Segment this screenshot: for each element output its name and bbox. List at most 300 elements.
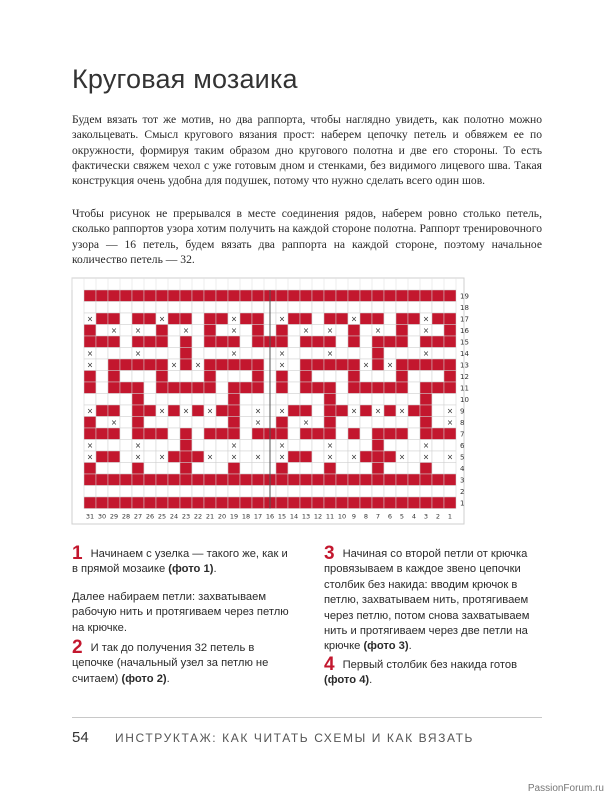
empty-cell bbox=[336, 348, 348, 360]
filled-cell bbox=[180, 359, 192, 371]
filled-cell bbox=[156, 359, 168, 371]
empty-cell bbox=[444, 486, 456, 498]
filled-cell bbox=[336, 474, 348, 486]
row-label: 10 bbox=[460, 396, 469, 405]
column-label: 20 bbox=[217, 512, 227, 521]
step-1-photo-ref: (фото 1) bbox=[168, 563, 214, 576]
filled-cell bbox=[156, 428, 168, 440]
empty-cell bbox=[288, 302, 300, 314]
empty-cell bbox=[408, 428, 420, 440]
x-mark: × bbox=[158, 314, 166, 324]
filled-cell bbox=[300, 428, 312, 440]
column-label: 4 bbox=[411, 512, 417, 521]
filled-cell bbox=[228, 474, 240, 486]
filled-cell bbox=[276, 382, 288, 394]
empty-cell bbox=[132, 302, 144, 314]
filled-cell bbox=[384, 290, 396, 302]
empty-cell bbox=[336, 463, 348, 475]
filled-cell bbox=[204, 313, 216, 325]
empty-cell bbox=[192, 440, 204, 452]
step-3-text: Начиная со второй петли от крючка провязываем в каждое звено цепочки столбик без накида: вводим крючок в петлю, захватываем нить, протягиваем через петлю, потом снова захватываем нить и протягиваем через две петли на крючке bbox=[324, 548, 530, 653]
filled-cell bbox=[276, 325, 288, 337]
column-label: 30 bbox=[97, 512, 107, 521]
x-mark: × bbox=[278, 440, 286, 450]
filled-cell bbox=[216, 405, 228, 417]
empty-cell bbox=[312, 313, 324, 325]
empty-cell bbox=[252, 440, 264, 452]
column-label: 12 bbox=[313, 512, 323, 521]
x-mark: × bbox=[302, 325, 310, 335]
empty-cell bbox=[168, 371, 180, 383]
filled-cell bbox=[108, 290, 120, 302]
row-label: 3 bbox=[460, 476, 465, 485]
empty-cell bbox=[240, 405, 252, 417]
filled-cell bbox=[312, 382, 324, 394]
filled-cell bbox=[348, 290, 360, 302]
empty-cell bbox=[312, 348, 324, 360]
empty-cell bbox=[348, 417, 360, 429]
filled-cell bbox=[84, 325, 96, 337]
filled-cell bbox=[156, 474, 168, 486]
empty-cell bbox=[192, 486, 204, 498]
empty-cell bbox=[108, 394, 120, 406]
empty-cell bbox=[108, 463, 120, 475]
empty-cell bbox=[180, 417, 192, 429]
filled-cell bbox=[288, 474, 300, 486]
filled-cell bbox=[240, 313, 252, 325]
empty-cell bbox=[192, 428, 204, 440]
filled-cell bbox=[84, 290, 96, 302]
empty-cell bbox=[252, 348, 264, 360]
empty-cell bbox=[84, 302, 96, 314]
empty-cell bbox=[120, 371, 132, 383]
empty-cell bbox=[408, 302, 420, 314]
empty-cell bbox=[204, 463, 216, 475]
watermark: PassionForum.ru bbox=[527, 783, 604, 794]
empty-cell bbox=[312, 486, 324, 498]
empty-cell bbox=[168, 325, 180, 337]
filled-cell bbox=[252, 359, 264, 371]
empty-cell bbox=[156, 417, 168, 429]
filled-cell bbox=[300, 290, 312, 302]
filled-cell bbox=[288, 405, 300, 417]
filled-cell bbox=[252, 290, 264, 302]
empty-cell bbox=[216, 440, 228, 452]
x-mark: × bbox=[86, 440, 94, 450]
filled-cell bbox=[252, 313, 264, 325]
empty-cell bbox=[312, 417, 324, 429]
empty-cell bbox=[288, 463, 300, 475]
filled-cell bbox=[132, 394, 144, 406]
empty-cell bbox=[156, 463, 168, 475]
empty-cell bbox=[216, 463, 228, 475]
filled-cell bbox=[444, 290, 456, 302]
empty-cell bbox=[360, 486, 372, 498]
filled-cell bbox=[132, 417, 144, 429]
filled-cell bbox=[192, 474, 204, 486]
x-mark: × bbox=[326, 348, 334, 358]
step-2: 2 И так до получения 32 петель в цепочке (начальный узел за петлю не считаем) (фото 2). bbox=[72, 637, 269, 685]
empty-cell bbox=[288, 394, 300, 406]
filled-cell bbox=[132, 428, 144, 440]
row-label: 4 bbox=[460, 465, 465, 474]
empty-cell bbox=[384, 394, 396, 406]
filled-cell bbox=[300, 336, 312, 348]
page-title: Круговая мозаика bbox=[72, 64, 298, 94]
x-mark: × bbox=[254, 406, 262, 416]
empty-cell bbox=[408, 325, 420, 337]
empty-cell bbox=[120, 394, 132, 406]
filled-cell bbox=[312, 497, 324, 509]
filled-cell bbox=[384, 451, 396, 463]
x-mark: × bbox=[206, 406, 214, 416]
empty-cell bbox=[240, 348, 252, 360]
empty-cell bbox=[144, 382, 156, 394]
empty-cell bbox=[240, 451, 252, 463]
filled-cell bbox=[444, 428, 456, 440]
filled-cell bbox=[240, 290, 252, 302]
empty-cell bbox=[192, 325, 204, 337]
empty-cell bbox=[336, 302, 348, 314]
filled-cell bbox=[408, 359, 420, 371]
filled-cell bbox=[120, 382, 132, 394]
empty-cell bbox=[420, 371, 432, 383]
x-mark: × bbox=[278, 348, 286, 358]
empty-cell bbox=[96, 463, 108, 475]
empty-cell bbox=[432, 325, 444, 337]
empty-cell bbox=[240, 440, 252, 452]
x-mark: × bbox=[422, 440, 430, 450]
x-mark: × bbox=[350, 452, 358, 462]
filled-cell bbox=[180, 440, 192, 452]
page-number: 54 bbox=[72, 729, 89, 746]
filled-cell bbox=[84, 417, 96, 429]
column-label: 18 bbox=[241, 512, 251, 521]
filled-cell bbox=[288, 313, 300, 325]
empty-cell bbox=[276, 302, 288, 314]
filled-cell bbox=[336, 405, 348, 417]
empty-cell bbox=[156, 486, 168, 498]
empty-cell bbox=[252, 394, 264, 406]
filled-cell bbox=[228, 290, 240, 302]
filled-cell bbox=[324, 474, 336, 486]
filled-cell bbox=[120, 290, 132, 302]
filled-cell bbox=[312, 336, 324, 348]
filled-cell bbox=[144, 405, 156, 417]
filled-cell bbox=[420, 474, 432, 486]
x-mark: × bbox=[446, 406, 454, 416]
filled-cell bbox=[384, 497, 396, 509]
empty-cell bbox=[336, 428, 348, 440]
row-label: 8 bbox=[460, 419, 465, 428]
x-mark: × bbox=[422, 314, 430, 324]
filled-cell bbox=[192, 451, 204, 463]
empty-cell bbox=[144, 463, 156, 475]
empty-cell bbox=[360, 394, 372, 406]
empty-cell bbox=[192, 336, 204, 348]
x-mark: × bbox=[230, 314, 238, 324]
column-label: 1 bbox=[447, 512, 453, 521]
column-label: 14 bbox=[289, 512, 299, 521]
empty-cell bbox=[408, 336, 420, 348]
filled-cell bbox=[276, 417, 288, 429]
empty-cell bbox=[384, 302, 396, 314]
x-mark: × bbox=[362, 360, 370, 370]
filled-cell bbox=[84, 428, 96, 440]
filled-cell bbox=[348, 428, 360, 440]
filled-cell bbox=[252, 497, 264, 509]
empty-cell bbox=[96, 394, 108, 406]
filled-cell bbox=[276, 428, 288, 440]
empty-cell bbox=[336, 371, 348, 383]
empty-cell bbox=[144, 348, 156, 360]
empty-cell bbox=[432, 486, 444, 498]
filled-cell bbox=[324, 497, 336, 509]
filled-cell bbox=[312, 474, 324, 486]
filled-cell bbox=[276, 336, 288, 348]
filled-cell bbox=[336, 313, 348, 325]
empty-cell bbox=[204, 417, 216, 429]
empty-cell bbox=[444, 302, 456, 314]
filled-cell bbox=[228, 405, 240, 417]
filled-cell bbox=[360, 290, 372, 302]
filled-cell bbox=[408, 313, 420, 325]
filled-cell bbox=[96, 336, 108, 348]
empty-cell bbox=[120, 417, 132, 429]
filled-cell bbox=[216, 474, 228, 486]
filled-cell bbox=[444, 325, 456, 337]
x-mark: × bbox=[326, 440, 334, 450]
empty-cell bbox=[192, 394, 204, 406]
row-label: 9 bbox=[460, 407, 465, 416]
x-mark: × bbox=[278, 406, 286, 416]
filled-cell bbox=[252, 382, 264, 394]
filled-cell bbox=[300, 382, 312, 394]
x-mark: × bbox=[110, 417, 118, 427]
column-label: 6 bbox=[387, 512, 393, 521]
filled-cell bbox=[84, 382, 96, 394]
filled-cell bbox=[408, 405, 420, 417]
filled-cell bbox=[108, 359, 120, 371]
empty-cell bbox=[300, 440, 312, 452]
empty-cell bbox=[432, 405, 444, 417]
empty-cell bbox=[432, 348, 444, 360]
filled-cell bbox=[384, 405, 396, 417]
empty-cell bbox=[348, 486, 360, 498]
empty-cell bbox=[384, 417, 396, 429]
filled-cell bbox=[348, 382, 360, 394]
step-1: 1 Начинаем с узелка — такого же, как и в прямой мозаике (фото 1). bbox=[72, 543, 288, 576]
filled-cell bbox=[408, 474, 420, 486]
empty-cell bbox=[228, 302, 240, 314]
filled-cell bbox=[108, 451, 120, 463]
x-mark: × bbox=[278, 452, 286, 462]
filled-cell bbox=[132, 474, 144, 486]
column-label: 25 bbox=[157, 512, 167, 521]
filled-cell bbox=[432, 497, 444, 509]
filled-cell bbox=[132, 405, 144, 417]
empty-cell bbox=[144, 371, 156, 383]
empty-cell bbox=[360, 428, 372, 440]
filled-cell bbox=[360, 497, 372, 509]
column-label: 15 bbox=[277, 512, 287, 521]
empty-cell bbox=[204, 486, 216, 498]
filled-cell bbox=[132, 336, 144, 348]
filled-cell bbox=[336, 290, 348, 302]
row-label: 16 bbox=[460, 327, 469, 336]
x-mark: × bbox=[134, 325, 142, 335]
column-label: 16 bbox=[265, 512, 275, 521]
empty-cell bbox=[360, 348, 372, 360]
filled-cell bbox=[444, 313, 456, 325]
filled-cell bbox=[228, 359, 240, 371]
empty-cell bbox=[432, 371, 444, 383]
filled-cell bbox=[180, 428, 192, 440]
empty-cell bbox=[168, 440, 180, 452]
empty-cell bbox=[336, 486, 348, 498]
empty-cell bbox=[360, 302, 372, 314]
empty-cell bbox=[96, 348, 108, 360]
empty-cell bbox=[180, 371, 192, 383]
filled-cell bbox=[240, 497, 252, 509]
filled-cell bbox=[156, 325, 168, 337]
filled-cell bbox=[240, 382, 252, 394]
empty-cell bbox=[108, 440, 120, 452]
empty-cell bbox=[336, 451, 348, 463]
filled-cell bbox=[108, 382, 120, 394]
empty-cell bbox=[192, 417, 204, 429]
empty-cell bbox=[396, 463, 408, 475]
empty-cell bbox=[384, 313, 396, 325]
empty-cell bbox=[108, 348, 120, 360]
filled-cell bbox=[180, 313, 192, 325]
column-label: 13 bbox=[301, 512, 311, 521]
filled-cell bbox=[84, 474, 96, 486]
intro-paragraph: Будем вязать тот же мотив, но два раппорта, чтобы наглядно увидеть, как полотно можно закольцевать. Смысл кругового вязания прост: наберем цепочку петель и обвяжем ее по окружности, формируя таким образом дно кругового полотна и две его стороны. То есть фактически свяжем чехол с уже готовым дном и стенками, без видимого лицевого шва. Такая конструкция очень удобна для подушек, потому что нужно сделать всего один шов. bbox=[72, 113, 542, 188]
filled-cell bbox=[204, 382, 216, 394]
empty-cell bbox=[144, 417, 156, 429]
column-label: 27 bbox=[133, 512, 143, 521]
filled-cell bbox=[216, 359, 228, 371]
filled-cell bbox=[444, 474, 456, 486]
filled-cell bbox=[420, 497, 432, 509]
filled-cell bbox=[348, 359, 360, 371]
empty-cell bbox=[204, 394, 216, 406]
empty-cell bbox=[84, 394, 96, 406]
empty-cell bbox=[408, 463, 420, 475]
column-label: 24 bbox=[169, 512, 179, 521]
empty-cell bbox=[240, 394, 252, 406]
empty-cell bbox=[312, 371, 324, 383]
step-3: 3 Начиная со второй петли от крючка провязываем в каждое звено цепочки столбик без накида: вводим крючок в петлю, захватываем нить, протягиваем через петлю, потом снова захватываем нить и протягиваем через две петли на крючке (фото 3). bbox=[324, 543, 530, 653]
empty-cell bbox=[216, 382, 228, 394]
filled-cell bbox=[252, 336, 264, 348]
empty-cell bbox=[192, 302, 204, 314]
filled-cell bbox=[252, 325, 264, 337]
filled-cell bbox=[348, 371, 360, 383]
x-mark: × bbox=[374, 406, 382, 416]
filled-cell bbox=[372, 336, 384, 348]
filled-cell bbox=[108, 313, 120, 325]
filled-cell bbox=[96, 474, 108, 486]
filled-cell bbox=[300, 371, 312, 383]
empty-cell bbox=[192, 348, 204, 360]
empty-cell bbox=[444, 463, 456, 475]
filled-cell bbox=[300, 451, 312, 463]
empty-cell bbox=[420, 486, 432, 498]
empty-cell bbox=[372, 371, 384, 383]
empty-cell bbox=[372, 486, 384, 498]
empty-cell bbox=[216, 417, 228, 429]
filled-cell bbox=[420, 290, 432, 302]
empty-cell bbox=[144, 302, 156, 314]
filled-cell bbox=[84, 336, 96, 348]
empty-cell bbox=[120, 336, 132, 348]
empty-cell bbox=[348, 394, 360, 406]
filled-cell bbox=[276, 371, 288, 383]
x-mark: × bbox=[374, 325, 382, 335]
filled-cell bbox=[324, 336, 336, 348]
empty-cell bbox=[168, 394, 180, 406]
filled-cell bbox=[192, 405, 204, 417]
x-mark: × bbox=[398, 452, 406, 462]
empty-cell bbox=[384, 463, 396, 475]
filled-cell bbox=[348, 474, 360, 486]
empty-cell bbox=[408, 382, 420, 394]
filled-cell bbox=[432, 474, 444, 486]
row-label: 5 bbox=[460, 453, 465, 462]
filled-cell bbox=[120, 359, 132, 371]
x-mark: × bbox=[326, 452, 334, 462]
empty-cell bbox=[120, 440, 132, 452]
empty-cell bbox=[336, 440, 348, 452]
x-mark: × bbox=[386, 360, 394, 370]
filled-cell bbox=[252, 371, 264, 383]
empty-cell bbox=[132, 371, 144, 383]
column-label: 17 bbox=[253, 512, 263, 521]
empty-cell bbox=[216, 394, 228, 406]
row-label: 11 bbox=[460, 384, 469, 393]
empty-cell bbox=[432, 463, 444, 475]
empty-cell bbox=[168, 417, 180, 429]
filled-cell bbox=[408, 497, 420, 509]
filled-cell bbox=[84, 371, 96, 383]
empty-cell bbox=[96, 359, 108, 371]
filled-cell bbox=[432, 313, 444, 325]
x-mark: × bbox=[230, 440, 238, 450]
filled-cell bbox=[84, 463, 96, 475]
filled-cell bbox=[228, 428, 240, 440]
empty-cell bbox=[408, 371, 420, 383]
filled-cell bbox=[300, 474, 312, 486]
empty-cell bbox=[444, 440, 456, 452]
x-mark: × bbox=[422, 452, 430, 462]
x-mark: × bbox=[182, 325, 190, 335]
empty-cell bbox=[360, 325, 372, 337]
empty-cell bbox=[408, 394, 420, 406]
filled-cell bbox=[132, 290, 144, 302]
empty-cell bbox=[252, 486, 264, 498]
empty-cell bbox=[432, 417, 444, 429]
filled-cell bbox=[312, 359, 324, 371]
filled-cell bbox=[372, 463, 384, 475]
filled-cell bbox=[108, 371, 120, 383]
empty-cell bbox=[432, 394, 444, 406]
filled-cell bbox=[204, 325, 216, 337]
empty-cell bbox=[420, 302, 432, 314]
empty-cell bbox=[408, 451, 420, 463]
step-1-number: 1 bbox=[72, 543, 83, 564]
